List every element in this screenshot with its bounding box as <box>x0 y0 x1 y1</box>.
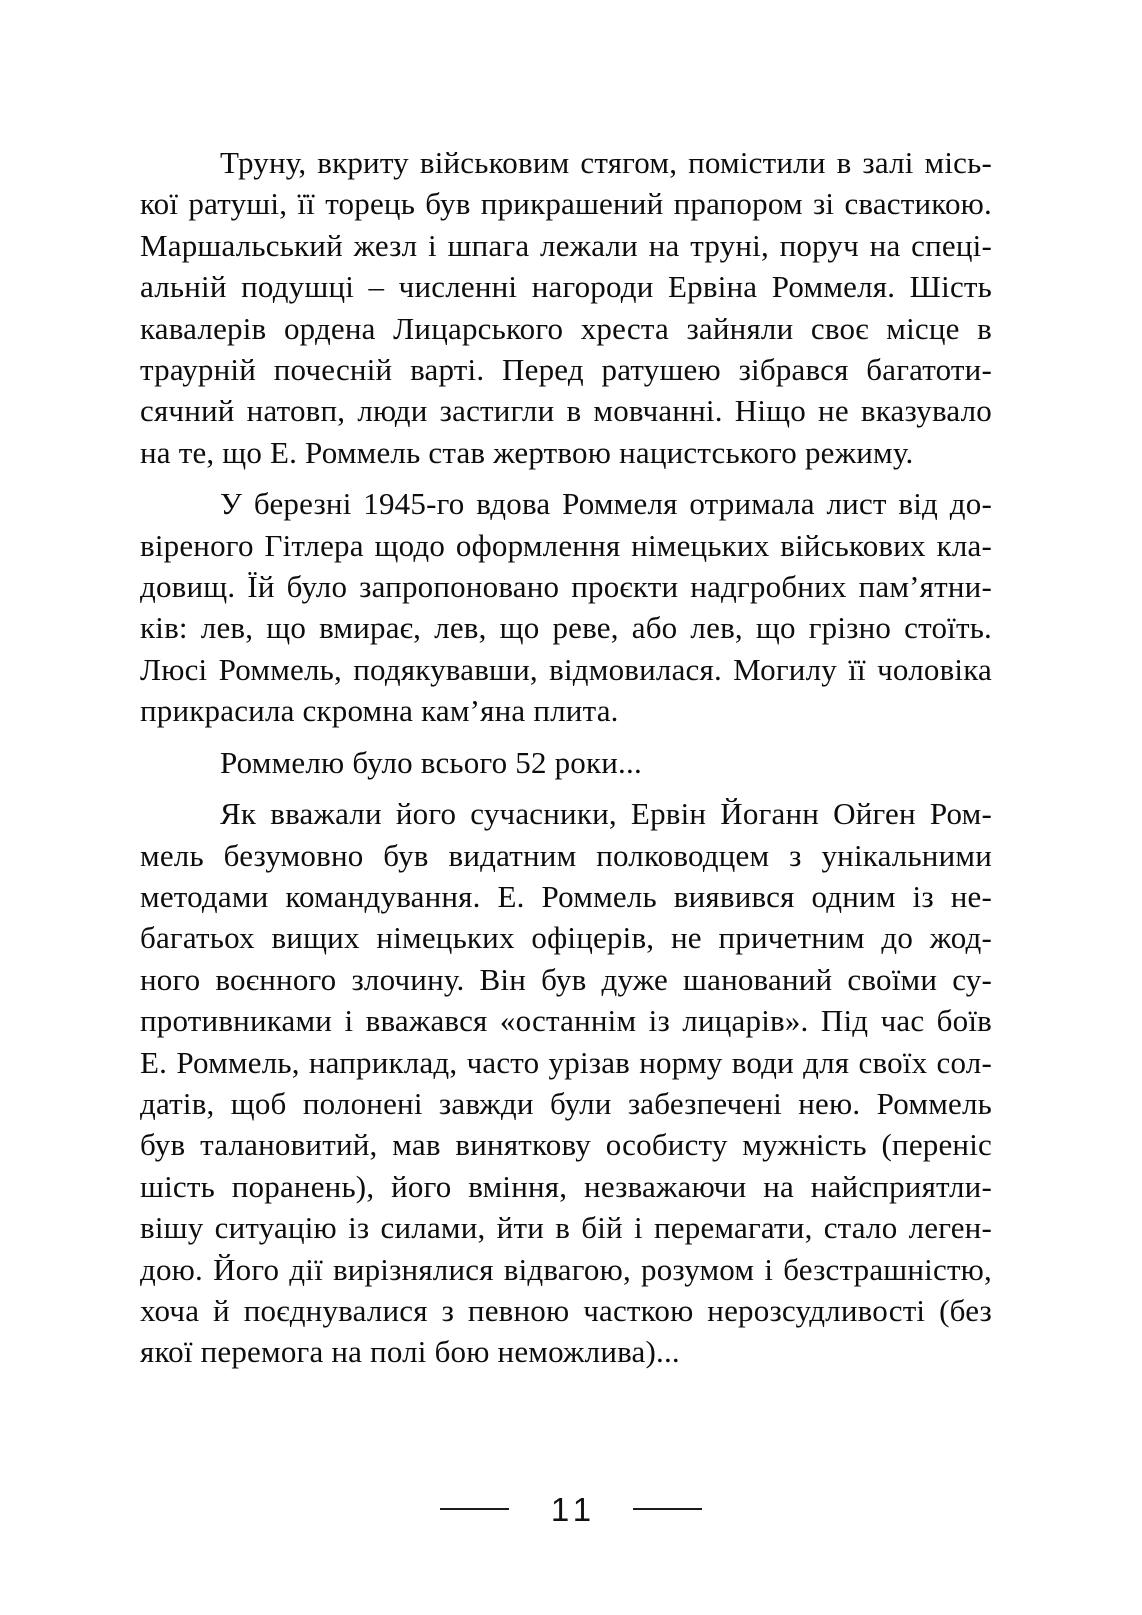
text-line: траурній почесній варті. Перед ратушею зібрався багатоти- <box>140 352 992 388</box>
text-line: Труну, вкриту військовим стягом, помістили в залі місь- <box>220 145 992 180</box>
text-line: противниками і вважався «останнім із лицарів». Під час боїв <box>140 1003 992 1039</box>
text-line: мель безумовно був видатним полководцем з унікальними <box>140 837 992 873</box>
paragraph-2 <box>140 483 992 731</box>
footer-left-rule <box>440 1508 509 1510</box>
text-line: ного воєнного злочину. Він був дуже шанований своїми су- <box>140 961 992 997</box>
footer-right-rule <box>633 1508 702 1510</box>
text-line: сячний натовп, люди застигли в мовчанні. Ніщо не вказувало <box>140 393 992 429</box>
paragraph-3 <box>140 742 992 783</box>
text-line: Роммелю було всього 52 роки... <box>220 744 642 780</box>
text-line: методами командування. Е. Роммель виявився одним із не- <box>140 878 992 914</box>
page-footer <box>0 1489 1142 1529</box>
text-line: кої ратуші, її торець був прикрашений прапором зі свастикою. <box>140 186 992 222</box>
paragraph-4 <box>140 793 992 1373</box>
text-line: багатьох вищих німецьких офіцерів, не причетним до жод- <box>140 920 992 956</box>
text-line: вішу ситуацію із силами, йти в бій і перемагати, стало леген- <box>140 1210 992 1246</box>
text-line: довищ. Їй було запропоновано проєкти надгробних пам’ятни- <box>140 569 992 605</box>
text-line: кавалерів ордена Лицарського хреста зайняли своє місце в <box>140 310 992 346</box>
page-text-block <box>140 142 992 1373</box>
text-line: шість поранень), його вміння, незважаючи на найсприятли- <box>140 1168 992 1204</box>
text-line: Маршальський жезл і шпага лежали на труні, поруч на спеці- <box>140 227 992 263</box>
text-line: Люсі Роммель, подякувавши, відмовилася. Могилу її чоловіка <box>140 651 992 687</box>
text-line: прикрасила скромна кам’яна плита. <box>140 693 619 729</box>
text-line: віреного Гітлера щодо оформлення німецьких військових кла- <box>140 527 992 563</box>
text-line: Е. Роммель, наприклад, часто урізав норму води для своїх сол- <box>140 1044 992 1080</box>
text-line: якої перемога на полі бою неможлива)... <box>140 1334 680 1370</box>
text-line: У березні 1945-го вдова Роммеля отримала лист від до- <box>220 486 992 522</box>
text-line: був талановитий, мав виняткову особисту мужність (переніс <box>140 1127 992 1163</box>
text-line: Як вважали його сучасники, Ервін Йоганн Ойген Ром- <box>220 796 992 832</box>
paragraph-1 <box>140 142 992 473</box>
text-line: альній подушці – численні нагороди Ервіна Роммеля. Шість <box>140 269 992 305</box>
text-line: дою. Його дії вирізнялися відвагою, розумом і безстрашністю, <box>140 1251 992 1287</box>
text-line: на те, що Е. Роммель став жертвою нацистського режиму. <box>140 434 914 470</box>
text-line: ків: лев, що вмирає, лев, що реве, або лев, що грізно стоїть. <box>140 610 992 646</box>
text-line: хоча й поєднувалися з певною часткою нерозсудливості (без <box>140 1292 992 1328</box>
page-number: 11 <box>550 1490 598 1528</box>
text-line: датів, щоб полонені завжди були забезпечені нею. Роммель <box>140 1085 992 1121</box>
